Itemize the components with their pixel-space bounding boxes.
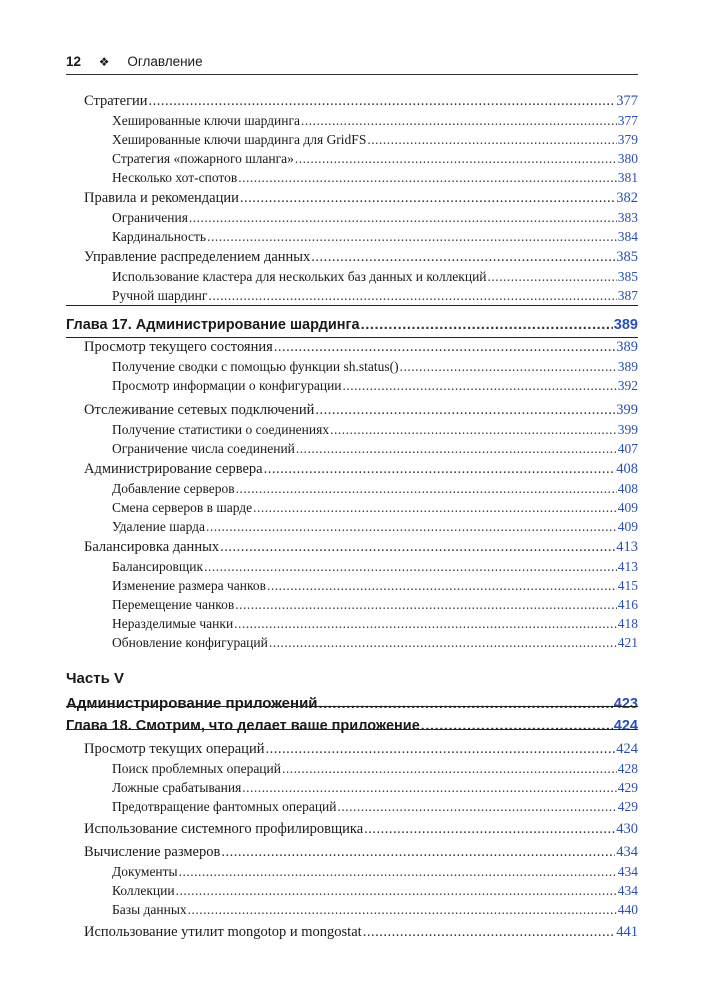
toc-entry-title: Глава 18. Смотрим, что делает ваше приложение xyxy=(66,718,420,734)
toc-section-entry[interactable] xyxy=(84,248,638,267)
dot-leader xyxy=(315,401,615,420)
dot-leader xyxy=(265,740,615,759)
dot-leader xyxy=(204,557,617,576)
toc-entry-title: Хешированные ключи шардинга для GridFS xyxy=(112,132,367,147)
dot-leader xyxy=(364,820,615,839)
toc-entry-title: Неразделимые чанки xyxy=(112,616,234,631)
dot-leader xyxy=(296,439,617,458)
toc-page-number[interactable]: 385 xyxy=(616,249,638,265)
toc-subsection-entry[interactable] xyxy=(112,357,638,376)
toc-page-number[interactable]: 434 xyxy=(617,864,638,879)
dot-leader xyxy=(234,614,617,633)
toc-page-number[interactable]: 377 xyxy=(616,93,638,109)
dot-leader xyxy=(220,538,615,557)
toc-page-number[interactable]: 409 xyxy=(617,519,638,534)
toc-entry-title: Обновление конфигураций xyxy=(112,635,268,650)
toc-entry-title: Глава 17. Администрирование шардинга xyxy=(66,317,360,333)
chapter-rule xyxy=(66,706,638,707)
toc-entry-title: Предотвращение фантомных операций xyxy=(112,799,337,814)
toc-entry-title: Ограничение числа соединений xyxy=(112,441,295,456)
toc-subsection-entry[interactable] xyxy=(112,286,638,305)
part-label: Часть V xyxy=(66,670,124,687)
dot-leader xyxy=(295,149,617,168)
dot-leader xyxy=(149,92,616,111)
chapter-rule xyxy=(66,729,638,730)
toc-section-entry[interactable] xyxy=(84,923,638,942)
dot-leader xyxy=(238,168,617,187)
dot-leader xyxy=(253,498,617,517)
toc-subsection-entry[interactable] xyxy=(112,517,638,536)
toc-page-number[interactable]: 416 xyxy=(617,597,638,612)
toc-entry-title: Администрирование приложений xyxy=(66,695,318,712)
toc-page-number[interactable]: 385 xyxy=(617,269,638,284)
toc-entry-title: Правила и рекомендации xyxy=(84,190,239,206)
toc-page-number[interactable]: 409 xyxy=(617,500,638,515)
toc-entry-title: Балансировщик xyxy=(112,559,204,574)
chapter-rule xyxy=(66,337,638,338)
toc-entry-title: Управление распределением данных xyxy=(84,249,311,265)
chapter-rule xyxy=(66,305,638,306)
toc-page-number[interactable]: 415 xyxy=(617,578,638,593)
toc-page-number[interactable]: 399 xyxy=(616,402,638,418)
toc-page-number[interactable]: 389 xyxy=(616,339,638,355)
toc-entry-title: Просмотр текущего состояния xyxy=(84,339,273,355)
header-rule xyxy=(66,74,638,75)
toc-subsection-entry[interactable] xyxy=(112,111,638,130)
toc-page-number[interactable]: 421 xyxy=(617,635,638,650)
toc-page-number[interactable]: 434 xyxy=(616,844,638,860)
separator-icon: ❖ xyxy=(98,55,110,69)
toc-subsection-entry[interactable] xyxy=(112,168,638,187)
toc-subsection-entry[interactable] xyxy=(112,759,638,778)
dot-leader xyxy=(240,189,615,208)
toc-page-number[interactable]: 429 xyxy=(617,780,638,795)
toc-page-number[interactable]: 384 xyxy=(617,229,638,244)
toc-subsection-entry[interactable] xyxy=(112,479,638,498)
toc-page-number[interactable]: 383 xyxy=(617,210,638,225)
dot-leader xyxy=(338,797,617,816)
toc-part-entry[interactable] xyxy=(66,694,638,713)
toc-section-entry[interactable] xyxy=(84,538,638,557)
dot-leader xyxy=(207,227,617,246)
toc-section-entry[interactable] xyxy=(84,460,638,479)
toc-entry-title: Балансировка данных xyxy=(84,539,220,555)
toc-section-entry[interactable] xyxy=(84,92,638,111)
toc-page-number[interactable]: 392 xyxy=(617,378,638,393)
dot-leader xyxy=(343,376,617,395)
dot-leader xyxy=(319,695,613,714)
toc-entry-title: Администрирование сервера xyxy=(84,461,263,477)
toc-entry-title: Использование кластера для нескольких баз данных и коллекций xyxy=(112,269,487,284)
toc-entry-title: Перемещение чанков xyxy=(112,597,235,612)
toc-subsection-entry[interactable] xyxy=(112,208,638,227)
dot-leader xyxy=(301,111,617,130)
toc-subsection-entry[interactable] xyxy=(112,797,638,816)
toc-section-entry[interactable] xyxy=(84,843,638,862)
toc-subsection-entry[interactable] xyxy=(112,633,638,652)
toc-subsection-entry[interactable] xyxy=(112,227,638,246)
toc-section-entry[interactable] xyxy=(84,740,638,759)
toc-page-number[interactable]: 380 xyxy=(617,151,638,166)
toc-subsection-entry[interactable] xyxy=(112,900,638,919)
toc-subsection-entry[interactable] xyxy=(112,862,638,881)
toc-section-entry[interactable] xyxy=(84,401,638,420)
toc-page-number[interactable]: 430 xyxy=(616,821,638,837)
toc-section-entry[interactable] xyxy=(84,820,638,839)
toc-subsection-entry[interactable] xyxy=(112,420,638,439)
toc-entry-title: Стратегии xyxy=(84,93,148,109)
toc-page-number[interactable]: 381 xyxy=(617,170,638,185)
toc-entry-title: Ручной шардинг xyxy=(112,288,208,303)
toc-entry-title: Вычисление размеров xyxy=(84,844,221,860)
dot-leader xyxy=(269,633,617,652)
toc-page-number[interactable]: 418 xyxy=(617,616,638,631)
toc-page-number[interactable]: 441 xyxy=(616,924,638,940)
toc-entry-title: Отслеживание сетевых подключений xyxy=(84,402,315,418)
dot-leader xyxy=(264,460,616,479)
toc-entry-title: Получение сводки с помощью функции sh.status() xyxy=(112,359,399,374)
toc-page-number[interactable]: 389 xyxy=(617,359,638,374)
toc-page-number[interactable]: 387 xyxy=(617,288,638,303)
running-header xyxy=(66,53,638,71)
toc-page-number[interactable]: 424 xyxy=(616,741,638,757)
toc-page-number[interactable]: 424 xyxy=(613,718,638,734)
toc-entry-title: Получение статистики о соединениях xyxy=(112,422,330,437)
toc-subsection-entry[interactable] xyxy=(112,778,638,797)
toc-subsection-entry[interactable] xyxy=(112,439,638,458)
dot-leader xyxy=(206,517,617,536)
toc-page-number[interactable]: 379 xyxy=(617,132,638,147)
dot-leader xyxy=(400,357,617,376)
toc-page-number[interactable]: 377 xyxy=(617,113,638,128)
toc-entry-title: Документы xyxy=(112,864,178,879)
dot-leader xyxy=(367,130,616,149)
toc-entry-title: Просмотр текущих операций xyxy=(84,741,265,757)
dot-leader xyxy=(311,248,615,267)
dot-leader xyxy=(235,595,617,614)
toc-entry-title: Смена серверов в шарде xyxy=(112,500,253,515)
toc-entry-title: Хешированные ключи шардинга xyxy=(112,113,300,128)
dot-leader xyxy=(421,717,613,736)
toc-entry-title: Просмотр информации о конфигурации xyxy=(112,378,342,393)
toc-entry-title: Использование утилит mongotop и mongostat xyxy=(84,924,362,940)
dot-leader xyxy=(189,208,617,227)
toc-page-number[interactable]: 428 xyxy=(617,761,638,776)
toc-entry-title: Коллекции xyxy=(112,883,175,898)
toc-entry-title: Стратегия «пожарного шланга» xyxy=(112,151,294,166)
toc-entry-title: Ложные срабатывания xyxy=(112,780,242,795)
dot-leader xyxy=(179,862,617,881)
toc-subsection-entry[interactable] xyxy=(112,149,638,168)
toc-section-entry[interactable] xyxy=(84,189,638,208)
toc-page-number[interactable]: 413 xyxy=(617,559,638,574)
dot-leader xyxy=(330,420,617,439)
dot-leader xyxy=(267,576,617,595)
toc-section-entry[interactable] xyxy=(84,338,638,357)
toc-page-number[interactable]: 434 xyxy=(617,883,638,898)
dot-leader xyxy=(208,286,616,305)
toc-page-number[interactable]: 408 xyxy=(617,481,638,496)
toc-page-number[interactable]: 408 xyxy=(616,461,638,477)
dot-leader xyxy=(242,778,616,797)
running-title: Оглавление xyxy=(127,54,203,69)
toc-subsection-entry[interactable] xyxy=(112,614,638,633)
toc-subsection-entry[interactable] xyxy=(112,267,638,286)
dot-leader xyxy=(188,900,617,919)
toc-page-number[interactable]: 382 xyxy=(616,190,638,206)
toc-subsection-entry[interactable] xyxy=(112,130,638,149)
toc-page-number[interactable]: 399 xyxy=(617,422,638,437)
toc-entry-title: Несколько хот-спотов xyxy=(112,170,238,185)
toc-entry-title: Добавление серверов xyxy=(112,481,235,496)
dot-leader xyxy=(488,267,617,286)
toc-page-number[interactable]: 429 xyxy=(617,799,638,814)
dot-leader xyxy=(274,338,615,357)
toc-entry-title: Базы данных xyxy=(112,902,187,917)
dot-leader xyxy=(221,843,615,862)
page-number: 12 xyxy=(66,54,82,69)
dot-leader xyxy=(363,923,616,942)
toc-entry-title: Изменение размера чанков xyxy=(112,578,266,593)
toc-subsection-entry[interactable] xyxy=(112,376,638,395)
toc-subsection-entry[interactable] xyxy=(112,557,638,576)
toc-entry-title: Ограничения xyxy=(112,210,188,225)
dot-leader xyxy=(176,881,617,900)
toc-page-number[interactable]: 413 xyxy=(616,539,638,555)
toc-entry-title: Использование системного профилировщика xyxy=(84,821,364,837)
toc-subsection-entry[interactable] xyxy=(112,881,638,900)
toc-subsection-entry[interactable] xyxy=(112,595,638,614)
dot-leader xyxy=(236,479,617,498)
dot-leader xyxy=(282,759,617,778)
toc-chapter-entry[interactable] xyxy=(66,717,638,736)
toc-page-number[interactable]: 407 xyxy=(617,441,638,456)
toc-page-number[interactable]: 423 xyxy=(613,696,638,712)
toc-entry-title: Кардинальность xyxy=(112,229,207,244)
toc-entry-title: Поиск проблемных операций xyxy=(112,761,281,776)
toc-subsection-entry[interactable] xyxy=(112,576,638,595)
toc-subsection-entry[interactable] xyxy=(112,498,638,517)
dot-leader xyxy=(361,316,613,335)
toc-page-number[interactable]: 440 xyxy=(617,902,638,917)
toc-entry-title: Удаление шарда xyxy=(112,519,206,534)
toc-page-number[interactable]: 389 xyxy=(613,317,638,333)
toc-chapter-entry[interactable] xyxy=(66,316,638,335)
